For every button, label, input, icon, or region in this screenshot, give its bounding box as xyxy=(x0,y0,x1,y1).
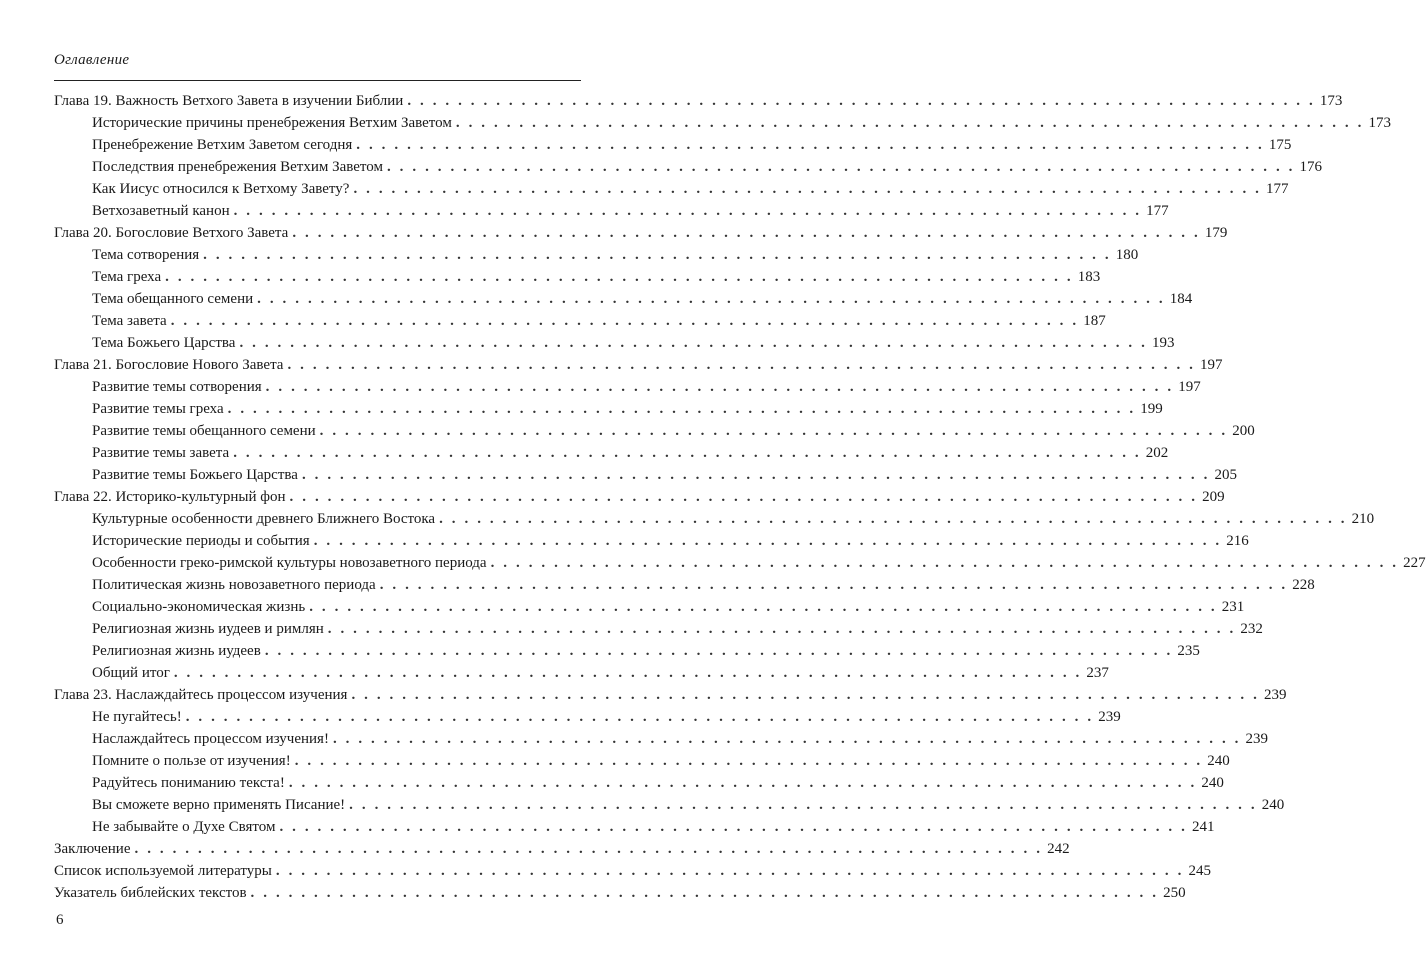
toc-subentry xyxy=(54,816,1215,838)
toc-entry-page: 209 xyxy=(1202,489,1225,505)
toc-entry-title: Религиозная жизнь иудеев xyxy=(92,643,261,659)
toc-entry-page: 239 xyxy=(1245,731,1269,747)
toc-entry xyxy=(54,354,1223,376)
toc-entry-page: 183 xyxy=(1077,269,1101,285)
toc-entry-title: Глава 21. Богословие Нового Завета xyxy=(54,357,284,373)
toc-entry-page: 177 xyxy=(1266,181,1289,197)
toc-leader-dots: . . . . . . . . . . . . . . . . . . . . . . . . . . . . . . . . . . . . . . . . . . . . . . . . . . . . . . . . . . . . . . . . . . . . . . . . xyxy=(170,313,1079,329)
toc-entry-page: 197 xyxy=(1200,357,1223,373)
toc-entry-title: Помните о пользе от изучения! xyxy=(92,753,291,769)
toc-entry-title: Развитие темы греха xyxy=(92,401,224,417)
toc-entry-page: 216 xyxy=(1226,533,1249,549)
toc-entry-page: 175 xyxy=(1268,137,1292,153)
toc-entry xyxy=(54,882,1186,904)
toc-entry-page: 199 xyxy=(1140,401,1163,417)
toc-subentry xyxy=(54,134,1292,156)
toc-entry-page: 237 xyxy=(1086,665,1109,681)
toc-entry-title: Глава 22. Историко-культурный фон xyxy=(54,489,286,505)
toc-entry-title: Социально-экономическая жизнь xyxy=(92,599,306,615)
page-number: 6 xyxy=(56,912,64,928)
toc-entry-title: Развитие темы Божьего Царства xyxy=(92,467,298,483)
toc-subentry xyxy=(54,200,1169,222)
toc-entry-page: 210 xyxy=(1351,511,1375,527)
toc-leader-dots: . . . . . . . . . . . . . . . . . . . . . . . . . . . . . . . . . . . . . . . . . . . . . . . . . . . . . . . . . . . . . . . . . . . . . . . . xyxy=(287,357,1196,373)
toc-entry-page: 193 xyxy=(1152,335,1175,351)
toc-leader-dots: . . . . . . . . . . . . . . . . . . . . . . . . . . . . . . . . . . . . . . . . . . . . . . . . . . . . . . . . . . . . . . . . . . . . . . . . xyxy=(233,445,1142,461)
toc-leader-dots: . . . . . . . . . . . . . . . . . . . . . . . . . . . . . . . . . . . . . . . . . . . . . . . . . . . . . . . . . . . . . . . . . . . . . . . . xyxy=(292,225,1201,241)
toc-entry-title: Глава 19. Важность Ветхого Завета в изучении Библии xyxy=(54,93,404,109)
toc-leader-dots: . . . . . . . . . . . . . . . . . . . . . . . . . . . . . . . . . . . . . . . . . . . . . . . . . . . . . . . . . . . . . . . . . . . . . . . . xyxy=(407,93,1316,109)
toc-entry-title: Развитие темы сотворения xyxy=(92,379,262,395)
toc-leader-dots: . . . . . . . . . . . . . . . . . . . . . . . . . . . . . . . . . . . . . . . . . . . . . . . . . . . . . . . . . . . . . . . . . . . . . . . . xyxy=(490,555,1399,571)
toc-entry-page: 173 xyxy=(1368,115,1391,131)
toc-entry-title: Развитие темы обещанного семени xyxy=(92,423,316,439)
toc-entry-page: 179 xyxy=(1204,225,1228,241)
toc-leader-dots: . . . . . . . . . . . . . . . . . . . . . . . . . . . . . . . . . . . . . . . . . . . . . . . . . . . . . . . . . . . . . . . . . . . . . . . . xyxy=(289,489,1198,505)
toc-entry xyxy=(54,90,1343,112)
toc-subentry xyxy=(54,706,1121,728)
toc-entry-page: 250 xyxy=(1163,885,1186,901)
toc-entry-title: Последствия пренебрежения Ветхим Заветом xyxy=(92,159,383,175)
toc-entry-title: Тема завета xyxy=(92,313,167,329)
toc-entry xyxy=(54,838,1070,860)
toc-leader-dots: . . . . . . . . . . . . . . . . . . . . . . . . . . . . . . . . . . . . . . . . . . . . . . . . . . . . . . . . . . . . . . . . . . . . . . . . xyxy=(309,599,1218,615)
toc-leader-dots: . . . . . . . . . . . . . . . . . . . . . . . . . . . . . . . . . . . . . . . . . . . . . . . . . . . . . . . . . . . . . . . . . . . . . . . . xyxy=(275,863,1184,879)
toc-leader-dots: . . . . . . . . . . . . . . . . . . . . . . . . . . . . . . . . . . . . . . . . . . . . . . . . . . . . . . . . . . . . . . . . . . . . . . . . xyxy=(250,885,1159,901)
toc-subentry xyxy=(54,530,1249,552)
toc-subentry xyxy=(54,618,1263,640)
toc-subentry xyxy=(54,178,1289,200)
toc-entry-title: Наслаждайтесь процессом изучения! xyxy=(92,731,329,747)
toc-subentry xyxy=(54,332,1175,354)
toc-entry-page: 240 xyxy=(1201,775,1224,791)
toc-subentry xyxy=(54,442,1169,464)
toc-subentry xyxy=(54,552,1426,574)
toc-entry-title: Вы сможете верно применять Писание! xyxy=(92,797,346,813)
toc-entry-title: Глава 23. Наслаждайтесь процессом изучения xyxy=(54,687,348,703)
toc-entry-title: Как Иисус относился к Ветхому Завету? xyxy=(92,181,350,197)
toc-entry-title: Особенности греко-римской культуры новозаветного периода xyxy=(92,555,487,571)
toc-entry-page: 202 xyxy=(1145,445,1169,461)
toc-entry-page: 239 xyxy=(1098,709,1121,725)
toc-subentry xyxy=(54,574,1315,596)
toc-entry-title: Пренебрежение Ветхим Заветом сегодня xyxy=(92,137,353,153)
toc-leader-dots: . . . . . . . . . . . . . . . . . . . . . . . . . . . . . . . . . . . . . . . . . . . . . . . . . . . . . . . . . . . . . . . . . . . . . . . . xyxy=(319,423,1228,439)
toc-leader-dots: . . . . . . . . . . . . . . . . . . . . . . . . . . . . . . . . . . . . . . . . . . . . . . . . . . . . . . . . . . . . . . . . . . . . . . . . xyxy=(327,621,1236,637)
toc-entry-page: 187 xyxy=(1083,313,1106,329)
toc-leader-dots: . . . . . . . . . . . . . . . . . . . . . . . . . . . . . . . . . . . . . . . . . . . . . . . . . . . . . . . . . . . . . . . . . . . . . . . . xyxy=(356,137,1265,153)
toc-entry-title: Список используемой литературы xyxy=(54,863,272,879)
toc-entry-title: Исторические периоды и события xyxy=(92,533,310,549)
toc-entry-page: 180 xyxy=(1115,247,1139,263)
toc-entry-title: Тема сотворения xyxy=(92,247,200,263)
toc-leader-dots: . . . . . . . . . . . . . . . . . . . . . . . . . . . . . . . . . . . . . . . . . . . . . . . . . . . . . . . . . . . . . . . . . . . . . . . . xyxy=(185,709,1094,725)
toc-entry-title: Заключение xyxy=(54,841,131,857)
toc-subentry xyxy=(54,662,1109,684)
toc-entry-page: 173 xyxy=(1319,93,1343,109)
toc-subentry xyxy=(54,310,1106,332)
toc-entry-title: Политическая жизнь новозаветного периода xyxy=(92,577,376,593)
toc-entry-page: 235 xyxy=(1177,643,1200,659)
toc-entry-title: Не пугайтесь! xyxy=(92,709,182,725)
toc-subentry xyxy=(54,772,1224,794)
toc-entry-page: 241 xyxy=(1192,819,1215,835)
toc-leader-dots: . . . . . . . . . . . . . . . . . . . . . . . . . . . . . . . . . . . . . . . . . . . . . . . . . . . . . . . . . . . . . . . . . . . . . . . . xyxy=(353,181,1262,197)
toc-entry-page: 242 xyxy=(1047,841,1070,857)
toc-subentry xyxy=(54,508,1375,530)
toc-leader-dots: . . . . . . . . . . . . . . . . . . . . . . . . . . . . . . . . . . . . . . . . . . . . . . . . . . . . . . . . . . . . . . . . . . . . . . . . xyxy=(301,467,1210,483)
toc-leader-dots: . . . . . . . . . . . . . . . . . . . . . . . . . . . . . . . . . . . . . . . . . . . . . . . . . . . . . . . . . . . . . . . . . . . . . . . . xyxy=(313,533,1222,549)
toc-leader-dots: . . . . . . . . . . . . . . . . . . . . . . . . . . . . . . . . . . . . . . . . . . . . . . . . . . . . . . . . . . . . . . . . . . . . . . . . xyxy=(439,511,1348,527)
toc-entry-title: Культурные особенности древнего Ближнего Востока xyxy=(92,511,436,527)
toc-subentry xyxy=(54,112,1391,134)
table-of-contents xyxy=(54,90,1426,904)
toc-leader-dots: . . . . . . . . . . . . . . . . . . . . . . . . . . . . . . . . . . . . . . . . . . . . . . . . . . . . . . . . . . . . . . . . . . . . . . . . xyxy=(134,841,1043,857)
toc-entry-page: 231 xyxy=(1221,599,1245,615)
toc-entry-title: Религиозная жизнь иудеев и римлян xyxy=(92,621,324,637)
toc-entry-title: Глава 20. Богословие Ветхого Завета xyxy=(54,225,289,241)
toc-subentry xyxy=(54,376,1201,398)
toc-leader-dots: . . . . . . . . . . . . . . . . . . . . . . . . . . . . . . . . . . . . . . . . . . . . . . . . . . . . . . . . . . . . . . . . . . . . . . . . xyxy=(351,687,1260,703)
toc-entry-page: 240 xyxy=(1207,753,1230,769)
toc-leader-dots: . . . . . . . . . . . . . . . . . . . . . . . . . . . . . . . . . . . . . . . . . . . . . . . . . . . . . . . . . . . . . . . . . . . . . . . . xyxy=(227,401,1136,417)
toc-subentry xyxy=(54,244,1139,266)
toc-leader-dots: . . . . . . . . . . . . . . . . . . . . . . . . . . . . . . . . . . . . . . . . . . . . . . . . . . . . . . . . . . . . . . . . . . . . . . . . xyxy=(264,643,1173,659)
toc-leader-dots: . . . . . . . . . . . . . . . . . . . . . . . . . . . . . . . . . . . . . . . . . . . . . . . . . . . . . . . . . . . . . . . . . . . . . . . . xyxy=(349,797,1258,813)
toc-entry-title: Указатель библейских текстов xyxy=(54,885,247,901)
toc-entry-page: 228 xyxy=(1292,577,1315,593)
toc-entry-page: 239 xyxy=(1264,687,1287,703)
toc-entry xyxy=(54,486,1225,508)
toc-subentry xyxy=(54,750,1230,772)
toc-leader-dots: . . . . . . . . . . . . . . . . . . . . . . . . . . . . . . . . . . . . . . . . . . . . . . . . . . . . . . . . . . . . . . . . . . . . . . . . xyxy=(265,379,1174,395)
toc-subentry xyxy=(54,156,1323,178)
toc-subentry xyxy=(54,420,1255,442)
toc-entry-page: 240 xyxy=(1261,797,1285,813)
toc-leader-dots: . . . . . . . . . . . . . . . . . . . . . . . . . . . . . . . . . . . . . . . . . . . . . . . . . . . . . . . . . . . . . . . . . . . . . . . . xyxy=(233,203,1142,219)
toc-entry-page: 197 xyxy=(1178,379,1201,395)
toc-entry-page: 177 xyxy=(1146,203,1169,219)
toc-entry-title: Тема греха xyxy=(92,269,162,285)
toc-entry xyxy=(54,222,1228,244)
toc-leader-dots: . . . . . . . . . . . . . . . . . . . . . . . . . . . . . . . . . . . . . . . . . . . . . . . . . . . . . . . . . . . . . . . . . . . . . . . . xyxy=(203,247,1112,263)
toc-entry-title: Не забывайте о Духе Святом xyxy=(92,819,276,835)
toc-entry-title: Исторические причины пренебрежения Ветхим Заветом xyxy=(92,115,452,131)
toc-leader-dots: . . . . . . . . . . . . . . . . . . . . . . . . . . . . . . . . . . . . . . . . . . . . . . . . . . . . . . . . . . . . . . . . . . . . . . . . xyxy=(294,753,1203,769)
toc-entry-page: 227 xyxy=(1403,555,1426,571)
toc-entry-title: Радуйтесь пониманию текста! xyxy=(92,775,285,791)
toc-subentry xyxy=(54,596,1245,618)
toc-leader-dots: . . . . . . . . . . . . . . . . . . . . . . . . . . . . . . . . . . . . . . . . . . . . . . . . . . . . . . . . . . . . . . . . . . . . . . . . xyxy=(386,159,1296,175)
toc-leader-dots: . . . . . . . . . . . . . . . . . . . . . . . . . . . . . . . . . . . . . . . . . . . . . . . . . . . . . . . . . . . . . . . . . . . . . . . . xyxy=(239,335,1148,351)
toc-entry-title: Общий итог xyxy=(92,665,170,681)
toc-entry xyxy=(54,684,1287,706)
toc-leader-dots: . . . . . . . . . . . . . . . . . . . . . . . . . . . . . . . . . . . . . . . . . . . . . . . . . . . . . . . . . . . . . . . . . . . . . . . . xyxy=(332,731,1242,747)
toc-subentry xyxy=(54,266,1101,288)
toc-subentry xyxy=(54,464,1237,486)
toc-subentry xyxy=(54,398,1163,420)
toc-subentry xyxy=(54,728,1269,750)
toc-entry-page: 176 xyxy=(1299,159,1323,175)
toc-leader-dots: . . . . . . . . . . . . . . . . . . . . . . . . . . . . . . . . . . . . . . . . . . . . . . . . . . . . . . . . . . . . . . . . . . . . . . . . xyxy=(279,819,1188,835)
toc-entry-page: 245 xyxy=(1188,863,1211,879)
header-rule xyxy=(54,80,581,81)
toc-entry-page: 205 xyxy=(1214,467,1237,483)
toc-entry-page: 200 xyxy=(1232,423,1255,439)
toc-entry-title: Тема Божьего Царства xyxy=(92,335,236,351)
toc-subentry xyxy=(54,288,1193,310)
toc-entry xyxy=(54,860,1211,882)
toc-entry-page: 184 xyxy=(1169,291,1193,307)
page-header-title: Оглавление xyxy=(54,52,130,68)
toc-leader-dots: . . . . . . . . . . . . . . . . . . . . . . . . . . . . . . . . . . . . . . . . . . . . . . . . . . . . . . . . . . . . . . . . . . . . . . . . xyxy=(379,577,1288,593)
toc-entry-title: Тема обещанного семени xyxy=(92,291,254,307)
toc-leader-dots: . . . . . . . . . . . . . . . . . . . . . . . . . . . . . . . . . . . . . . . . . . . . . . . . . . . . . . . . . . . . . . . . . . . . . . . . xyxy=(455,115,1364,131)
toc-leader-dots: . . . . . . . . . . . . . . . . . . . . . . . . . . . . . . . . . . . . . . . . . . . . . . . . . . . . . . . . . . . . . . . . . . . . . . . . xyxy=(173,665,1082,681)
toc-entry-page: 232 xyxy=(1240,621,1263,637)
toc-subentry xyxy=(54,640,1200,662)
toc-entry-title: Развитие темы завета xyxy=(92,445,230,461)
toc-entry-title: Ветхозаветный канон xyxy=(92,203,230,219)
toc-leader-dots: . . . . . . . . . . . . . . . . . . . . . . . . . . . . . . . . . . . . . . . . . . . . . . . . . . . . . . . . . . . . . . . . . . . . . . . . xyxy=(257,291,1166,307)
toc-subentry xyxy=(54,794,1285,816)
toc-leader-dots: . . . . . . . . . . . . . . . . . . . . . . . . . . . . . . . . . . . . . . . . . . . . . . . . . . . . . . . . . . . . . . . . . . . . . . . . xyxy=(165,269,1074,285)
toc-leader-dots: . . . . . . . . . . . . . . . . . . . . . . . . . . . . . . . . . . . . . . . . . . . . . . . . . . . . . . . . . . . . . . . . . . . . . . . . xyxy=(288,775,1197,791)
